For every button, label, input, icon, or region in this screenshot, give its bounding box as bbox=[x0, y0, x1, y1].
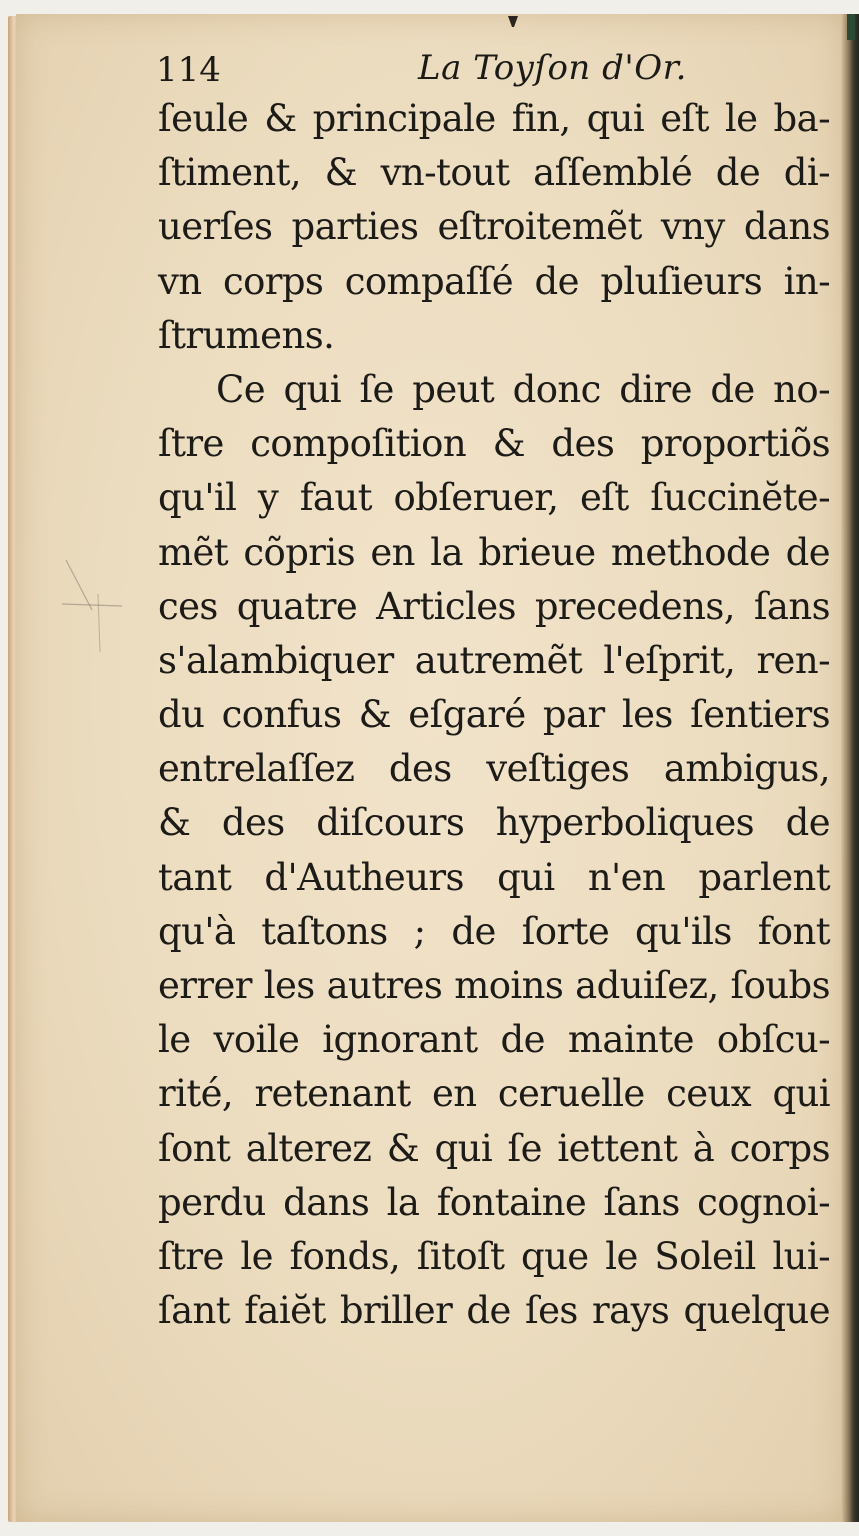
body-text bbox=[158, 92, 830, 1338]
text-line: perdu dans la fontaine ſans cognoi- bbox=[158, 1180, 830, 1224]
text-line: ſeule & principale fin, qui eſt le ba- bbox=[158, 97, 830, 140]
text-line: rité, retenant en ceruelle ceux qui bbox=[158, 1072, 830, 1116]
text-line: vn corps compaſſé de pluſieurs in- bbox=[158, 259, 830, 303]
spine-tab bbox=[847, 14, 855, 40]
text-line: qu'à taſtons ; de ſorte qu'ils font bbox=[158, 909, 830, 953]
page-number: 114 bbox=[156, 50, 221, 90]
text-line: ſtre compoſition & des proportiõs bbox=[158, 422, 830, 466]
text-line: entrelaſſez des veſtiges ambigus, bbox=[158, 747, 830, 791]
text-line: le voile ignorant de mainte obſcu- bbox=[158, 1018, 830, 1062]
text-line: mẽt cõpris en la brieue methode de bbox=[158, 530, 830, 574]
text-line: Ce qui ſe peut donc dire de no- bbox=[216, 367, 830, 411]
text-line: ſtiment, & vn-tout aſſemblé de di- bbox=[158, 151, 830, 195]
text-line: ſtre le fonds, ſitoſt que le Soleil lui- bbox=[158, 1234, 830, 1278]
text-line: ſant faiӗt briller de ſes rays quelque bbox=[158, 1289, 830, 1333]
text-line: uerſes parties eſtroitemẽt vny dans bbox=[158, 205, 830, 249]
text-line: s'alambiquer autremẽt l'eſprit, ren- bbox=[158, 638, 830, 682]
text-line: ſtrumens. bbox=[158, 313, 335, 357]
running-title: La Toyſon d'Or. bbox=[418, 48, 687, 88]
ink-blot-icon bbox=[505, 14, 521, 30]
text-line: & des diſcours hyperboliques de bbox=[158, 801, 830, 845]
text-line: qu'il y faut obſeruer, eſt ſuccinӗte- bbox=[158, 476, 830, 520]
pencil-mark-icon bbox=[62, 554, 132, 654]
text-line: ſont alterez & qui ſe iettent à corps bbox=[158, 1126, 830, 1170]
text-line: ces quatre Articles precedens, ſans bbox=[158, 584, 830, 628]
text-line: tant d'Autheurs qui n'en parlent bbox=[158, 855, 830, 899]
text-line: errer les autres moins aduiſez, ſoubs bbox=[158, 964, 830, 1007]
book-spine bbox=[841, 14, 859, 1522]
text-line: du confus & eſgaré par les ſentiers bbox=[158, 693, 830, 737]
